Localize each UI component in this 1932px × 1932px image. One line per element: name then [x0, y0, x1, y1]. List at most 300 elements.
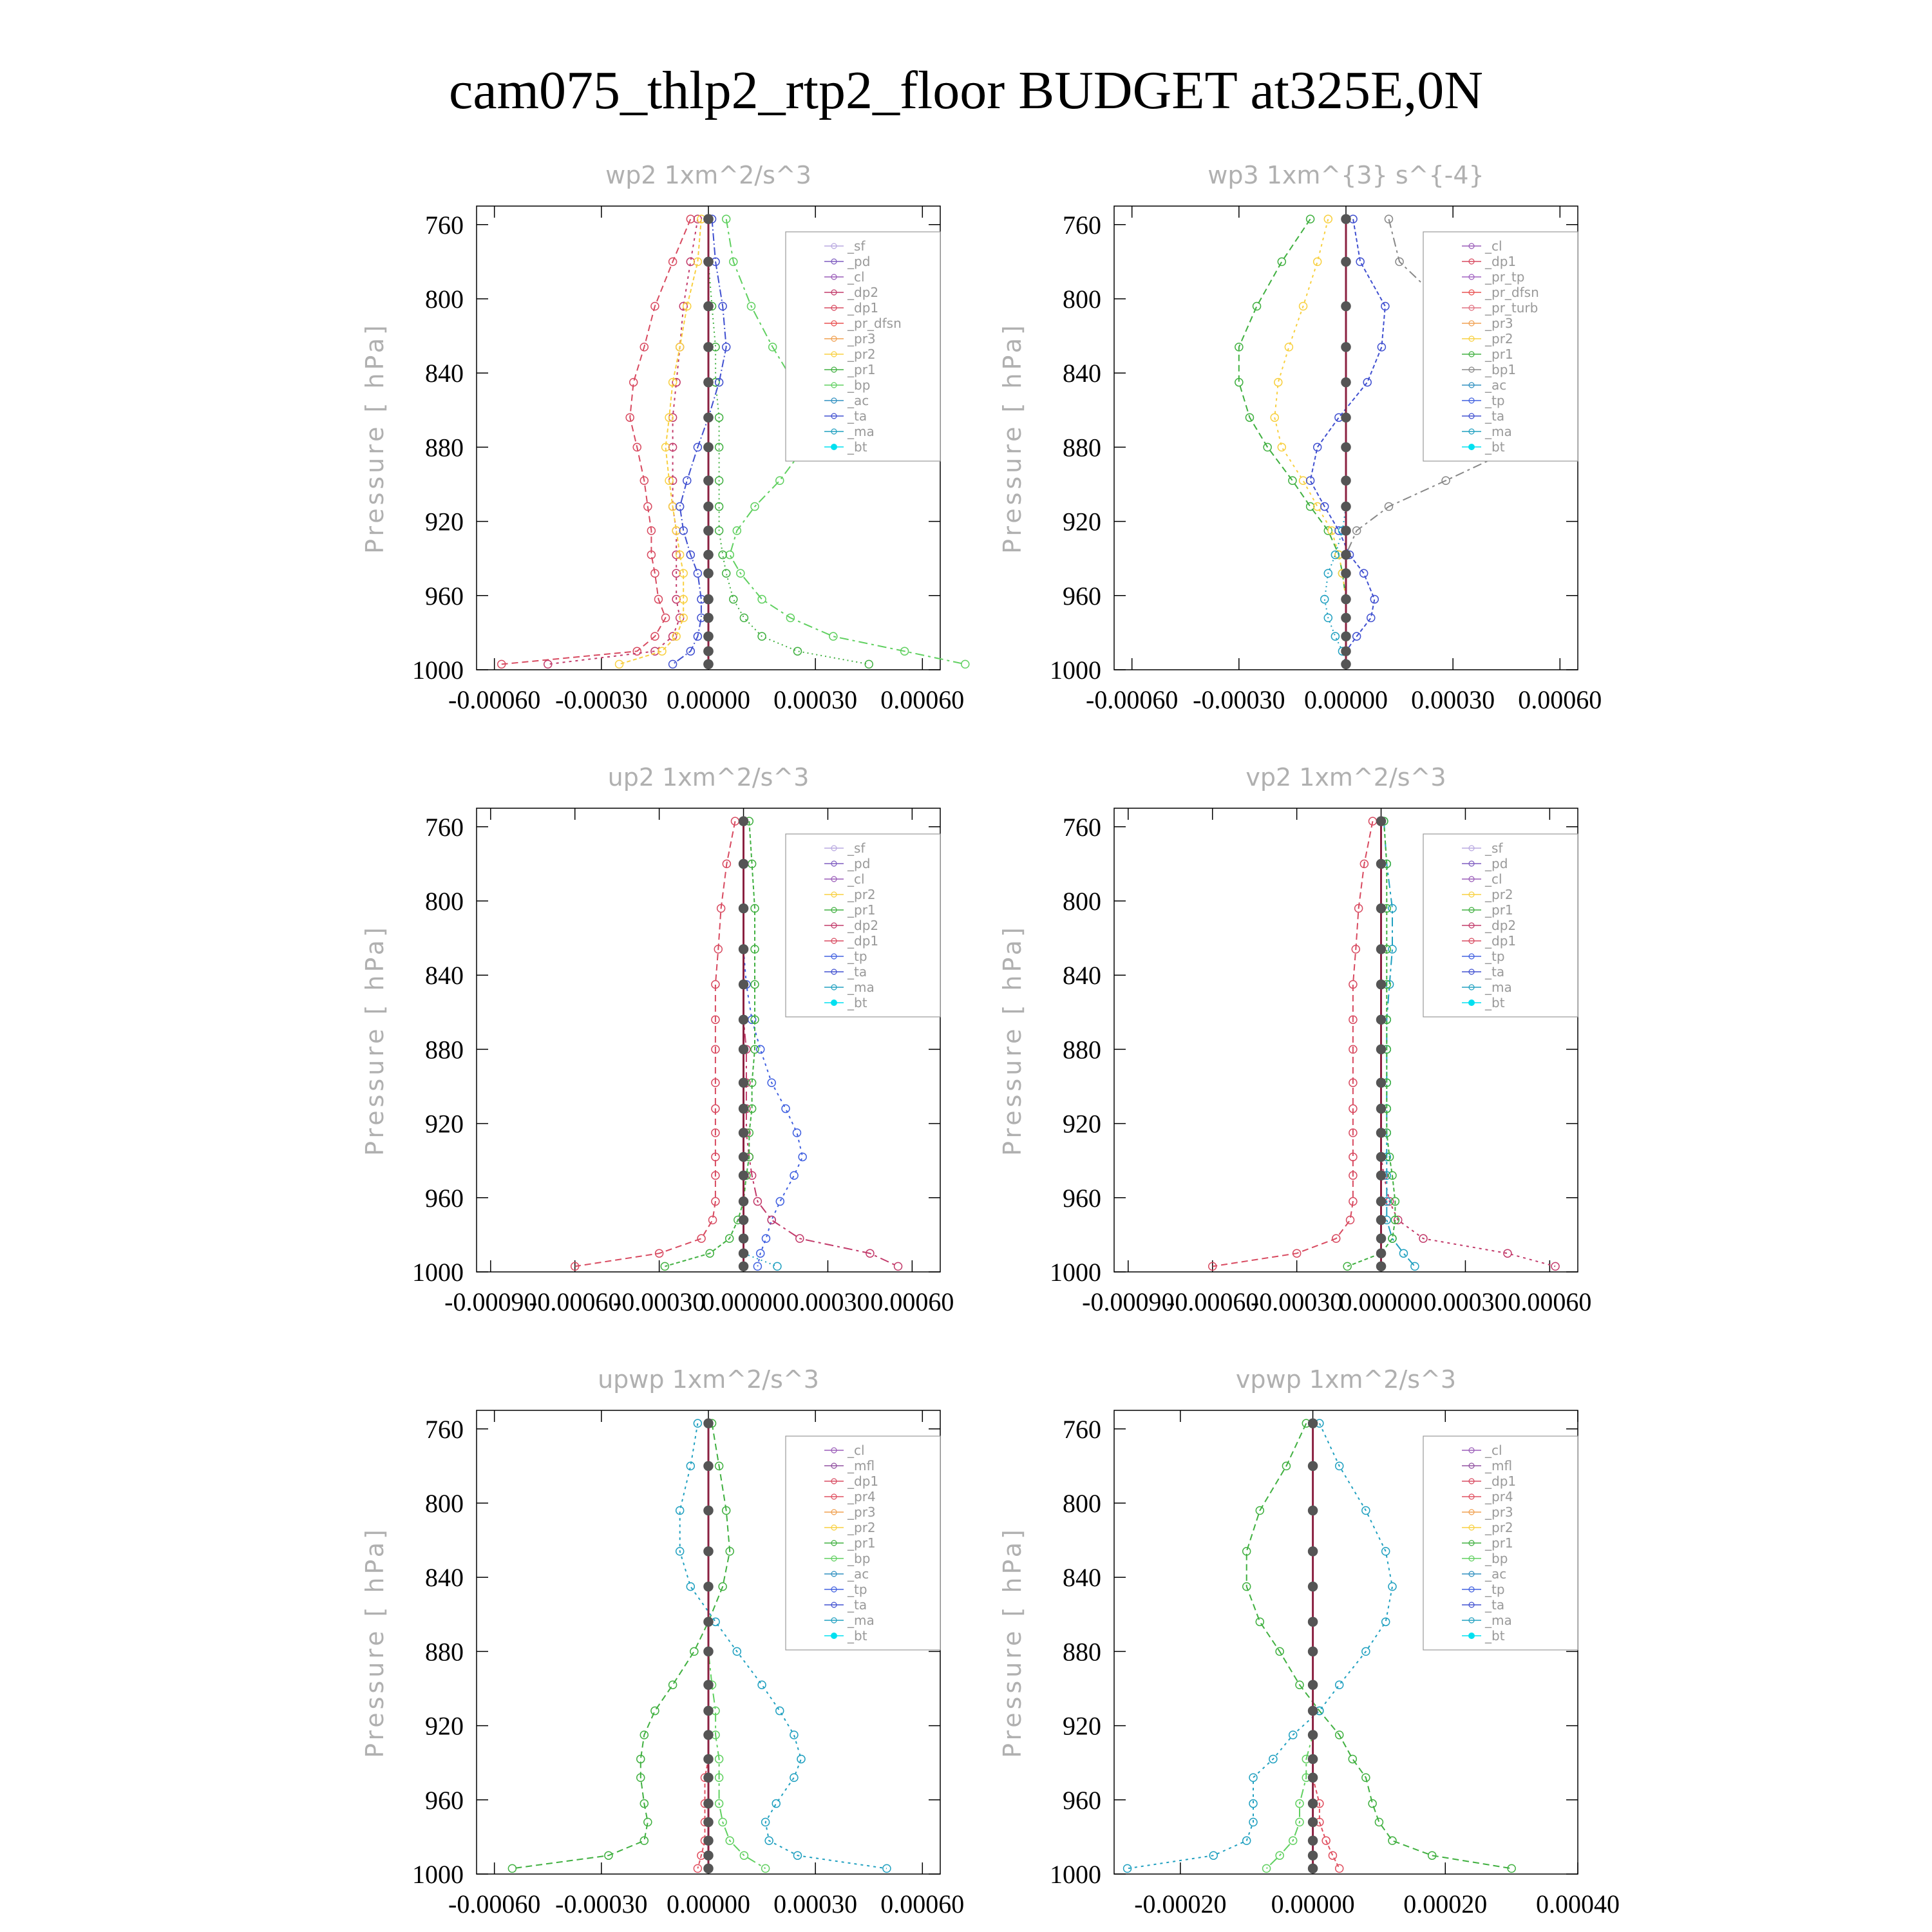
- x-tick-label: -0.00030: [1250, 1287, 1343, 1316]
- data-point: [704, 1754, 713, 1763]
- x-tick-label: 0.00000: [1271, 1889, 1355, 1918]
- y-tick-label: 920: [425, 507, 464, 536]
- data-point: [739, 1249, 748, 1258]
- panel-title: up2 1xm^2/s^3: [607, 763, 810, 791]
- data-point: [1336, 1864, 1343, 1872]
- data-point: [1309, 1836, 1318, 1845]
- data-point: [1411, 1262, 1419, 1270]
- legend-entry: _cl: [848, 871, 865, 887]
- data-point: [961, 660, 969, 668]
- x-tick-label: -0.00030: [612, 1287, 706, 1316]
- chart-panel-5: [361, 1365, 964, 1918]
- y-tick-label: 880: [1063, 1637, 1101, 1667]
- y-tick-label: 960: [1063, 1183, 1101, 1213]
- legend-entry: _ac: [1485, 377, 1507, 393]
- y-tick-label: 760: [425, 1414, 464, 1444]
- data-point: [773, 1262, 781, 1270]
- data-point: [1388, 1837, 1396, 1844]
- x-tick-label: 0.00000: [667, 1889, 750, 1918]
- data-point: [739, 980, 748, 989]
- legend-marker: [831, 999, 837, 1006]
- data-point: [704, 1680, 713, 1689]
- y-tick-label: 920: [425, 1109, 464, 1139]
- legend-entry: _dp2: [848, 918, 879, 933]
- data-point: [1377, 1045, 1386, 1054]
- data-point: [704, 1617, 713, 1626]
- data-point: [616, 660, 623, 668]
- series-line-pr2: [1274, 219, 1346, 664]
- data-point: [704, 476, 713, 485]
- data-point: [1309, 1582, 1318, 1591]
- legend-entry: _dp1: [848, 300, 879, 316]
- legend-entry: _ta: [1485, 408, 1505, 424]
- data-point: [739, 1015, 748, 1024]
- panel-title: wp2 1xm^2/s^3: [605, 161, 811, 189]
- data-point: [1309, 1461, 1318, 1470]
- data-point: [1309, 1817, 1318, 1826]
- legend-entry: _tp: [1485, 393, 1505, 408]
- data-point: [1309, 1506, 1318, 1515]
- data-point: [1341, 632, 1350, 641]
- data-point: [704, 1773, 713, 1782]
- x-tick-label: 0.00000: [1339, 1287, 1423, 1316]
- x-tick-label: 0.00030: [1423, 1287, 1508, 1316]
- y-tick-label: 920: [425, 1711, 464, 1741]
- data-point: [772, 1800, 780, 1808]
- y-tick-label: 760: [1063, 812, 1101, 842]
- data-point: [1314, 503, 1321, 511]
- legend-entry: _pr1: [1485, 902, 1513, 918]
- x-tick-label: 0.00060: [1518, 685, 1602, 714]
- data-point: [1341, 526, 1350, 535]
- data-point: [1377, 859, 1386, 868]
- legend-entry: _pr3: [848, 1504, 876, 1520]
- legend-entry: _sf: [848, 840, 866, 856]
- data-point: [1309, 1730, 1318, 1739]
- data-point: [1341, 659, 1350, 668]
- data-point: [1309, 1680, 1318, 1689]
- data-point: [739, 817, 748, 826]
- data-point: [1377, 1128, 1386, 1137]
- data-point: [704, 214, 713, 223]
- legend-entry: _sf: [1485, 840, 1503, 856]
- data-point: [704, 613, 713, 622]
- x-tick-label: 0.00060: [880, 685, 965, 714]
- data-point: [1377, 1262, 1386, 1271]
- data-point: [776, 1707, 784, 1715]
- y-tick-label: 840: [1063, 1563, 1101, 1593]
- x-tick-label: -0.00090: [1082, 1287, 1175, 1316]
- data-point: [704, 569, 713, 578]
- data-point: [704, 550, 713, 559]
- series-line-ma: [1384, 821, 1415, 1266]
- data-point: [1363, 379, 1371, 386]
- y-tick-label: 800: [425, 1489, 464, 1518]
- y-tick-label: 800: [1063, 887, 1101, 916]
- x-tick-label: 0.00040: [1536, 1889, 1620, 1918]
- data-point: [739, 1215, 748, 1224]
- series-line-bp: [708, 1423, 766, 1868]
- y-tick-label: 840: [425, 359, 464, 388]
- data-point: [704, 378, 713, 387]
- data-point: [1274, 379, 1282, 386]
- x-tick-label: 0.00030: [1411, 685, 1495, 714]
- data-point: [1377, 1249, 1386, 1258]
- legend-entry: _mfl: [1485, 1458, 1513, 1473]
- legend-entry: _pr1: [848, 902, 876, 918]
- data-point: [1300, 477, 1307, 484]
- data-point: [704, 1582, 713, 1591]
- y-tick-label: 800: [425, 285, 464, 314]
- data-point: [1289, 477, 1296, 484]
- data-point: [704, 1547, 713, 1556]
- legend-entry: _pr1: [1485, 346, 1513, 362]
- y-tick-label: 920: [1063, 1109, 1101, 1139]
- data-point: [1341, 613, 1350, 622]
- x-tick-label: 0.00030: [786, 1287, 870, 1316]
- data-point: [782, 1105, 790, 1113]
- y-tick-label: 920: [1063, 1711, 1101, 1741]
- data-point: [1329, 1852, 1336, 1859]
- series-line-pr1: [1239, 219, 1346, 664]
- legend-entry: _dp1: [1485, 254, 1517, 269]
- data-point: [790, 1171, 798, 1179]
- x-tick-label: -0.00060: [529, 1287, 621, 1316]
- legend-entry: _ac: [848, 393, 869, 408]
- legend-entry: _tp: [848, 1582, 867, 1597]
- data-point: [1368, 1800, 1376, 1808]
- legend-entry: _ac: [848, 1566, 869, 1582]
- legend-entry: _pr_dfsn: [848, 316, 902, 331]
- data-point: [739, 1078, 748, 1087]
- chart-panel-6: [998, 1365, 1620, 1918]
- legend-entry: _ma: [1485, 1613, 1512, 1628]
- data-point: [1377, 1171, 1386, 1180]
- data-point: [697, 1235, 705, 1242]
- legend-entry: _cl: [848, 269, 865, 285]
- data-point: [1331, 632, 1339, 640]
- legend-entry: _pd: [848, 856, 871, 871]
- legend-entry: _cl: [1485, 1443, 1502, 1458]
- legend-entry: _sf: [848, 238, 866, 254]
- data-point: [739, 1262, 748, 1271]
- legend-marker: [1468, 999, 1475, 1006]
- data-point: [1309, 1547, 1318, 1556]
- legend-entry: _tp: [1485, 1582, 1505, 1597]
- x-tick-label: -0.00090: [444, 1287, 537, 1316]
- legend-marker: [1468, 444, 1475, 450]
- x-tick-label: -0.00030: [555, 685, 648, 714]
- data-point: [1336, 1681, 1343, 1689]
- panel-title: vp2 1xm^2/s^3: [1245, 763, 1446, 791]
- series-line-ta: [673, 219, 726, 664]
- data-point: [1278, 258, 1285, 265]
- y-tick-label: 920: [1063, 507, 1101, 536]
- data-point: [739, 1234, 748, 1243]
- y-tick-label: 1000: [1050, 656, 1101, 685]
- data-point: [1385, 215, 1392, 223]
- series-line-pr1: [512, 1423, 730, 1868]
- series-line-dp1: [1213, 821, 1373, 1266]
- data-point: [1309, 1799, 1318, 1808]
- legend-entry: _bp: [848, 1551, 871, 1566]
- data-point: [1349, 1755, 1356, 1763]
- data-point: [704, 595, 713, 604]
- series-line-pr2: [620, 219, 701, 664]
- data-point: [1377, 945, 1386, 954]
- legend-entry: _ta: [848, 964, 867, 980]
- legend-entry: _ta: [1485, 1597, 1505, 1613]
- legend-entry: _bp: [848, 377, 871, 393]
- data-point: [1341, 302, 1350, 311]
- data-point: [790, 1774, 798, 1781]
- legend-entry: _ma: [848, 980, 875, 995]
- y-tick-label: 880: [425, 433, 464, 462]
- legend-entry: _pr_dfsn: [1485, 285, 1539, 300]
- legend-entry: _ta: [848, 408, 867, 424]
- data-point: [1285, 343, 1293, 351]
- data-point: [1377, 1152, 1386, 1161]
- legend-entry: _bt: [848, 1628, 867, 1643]
- data-point: [704, 1419, 713, 1428]
- y-tick-label: 840: [425, 1563, 464, 1593]
- data-point: [776, 477, 784, 484]
- panel-title: vpwp 1xm^2/s^3: [1235, 1365, 1457, 1394]
- data-point: [739, 945, 748, 954]
- data-point: [1256, 1618, 1264, 1625]
- x-tick-label: 0.00020: [1403, 1889, 1488, 1918]
- data-point: [790, 1731, 798, 1739]
- y-tick-label: 880: [1063, 433, 1101, 462]
- data-point: [1399, 1249, 1407, 1257]
- data-point: [1324, 215, 1332, 223]
- y-axis-label: Pressure [ hPa]: [998, 1526, 1027, 1758]
- legend-entry: _pr4: [1485, 1489, 1513, 1504]
- x-tick-label: 0.00030: [773, 1889, 858, 1918]
- y-axis-label: Pressure [ hPa]: [361, 1526, 389, 1758]
- y-axis-label: Pressure [ hPa]: [998, 924, 1027, 1156]
- data-point: [758, 596, 766, 603]
- data-point: [704, 1851, 713, 1860]
- data-point: [704, 413, 713, 422]
- data-point: [1253, 303, 1261, 310]
- data-point: [1341, 257, 1350, 266]
- legend-entry: _pr4: [848, 1489, 876, 1504]
- legend-entry: _cl: [848, 1443, 865, 1458]
- legend-entry: _dp2: [848, 285, 879, 300]
- legend-entry: _pr1: [1485, 1535, 1513, 1551]
- y-tick-label: 760: [1063, 1414, 1101, 1444]
- data-point: [739, 1128, 748, 1137]
- data-point: [704, 1707, 713, 1716]
- y-axis-label: Pressure [ hPa]: [361, 322, 389, 554]
- x-tick-label: -0.00060: [1166, 1287, 1259, 1316]
- y-tick-label: 1000: [412, 1860, 464, 1889]
- legend-entry: _mfl: [848, 1458, 875, 1473]
- data-point: [762, 1235, 770, 1242]
- chart-panel-2: [998, 161, 1602, 714]
- legend-entry: _pr2: [848, 346, 876, 362]
- legend-entry: _cl: [1485, 238, 1502, 254]
- data-point: [690, 1647, 698, 1655]
- data-point: [1377, 817, 1386, 826]
- data-point: [1307, 215, 1314, 223]
- legend-entry: _dp1: [848, 933, 879, 949]
- data-point: [1341, 343, 1350, 352]
- data-point: [1377, 980, 1386, 989]
- legend-entry: _bp1: [1485, 362, 1517, 377]
- data-point: [739, 1104, 748, 1113]
- data-point: [1377, 904, 1386, 913]
- y-tick-label: 840: [1063, 961, 1101, 990]
- data-point: [704, 1461, 713, 1470]
- data-point: [669, 660, 677, 668]
- y-tick-label: 760: [1063, 210, 1101, 240]
- data-point: [1314, 258, 1321, 265]
- legend-entry: _bt: [848, 439, 867, 455]
- legend-entry: _pr3: [1485, 316, 1513, 331]
- data-point: [1341, 413, 1350, 422]
- data-point: [1307, 503, 1314, 511]
- data-point: [1377, 1015, 1386, 1024]
- legend-entry: _ac: [1485, 1566, 1507, 1582]
- data-point: [661, 1262, 668, 1270]
- data-point: [1341, 502, 1350, 511]
- y-tick-label: 1000: [1050, 1860, 1101, 1889]
- legend-entry: _pd: [1485, 856, 1508, 871]
- data-point: [704, 647, 713, 656]
- data-point: [1309, 1419, 1318, 1428]
- legend-entry: _pr3: [848, 331, 876, 346]
- figure-title: cam075_thlp2_rtp2_floor BUDGET at325E,0N: [449, 61, 1483, 120]
- y-tick-label: 800: [1063, 1489, 1101, 1518]
- y-tick-label: 800: [425, 887, 464, 916]
- data-point: [704, 442, 713, 451]
- data-point: [758, 1681, 766, 1689]
- data-point: [730, 596, 737, 603]
- data-point: [683, 477, 691, 484]
- data-point: [694, 1419, 701, 1427]
- data-point: [704, 1817, 713, 1826]
- legend-entry: _bt: [1485, 439, 1505, 455]
- data-point: [883, 1864, 891, 1872]
- data-point: [687, 215, 694, 223]
- data-point: [895, 1262, 902, 1270]
- series-line-ma: [744, 821, 777, 1266]
- y-tick-label: 760: [425, 812, 464, 842]
- legend-entry: _ma: [1485, 424, 1512, 439]
- y-tick-label: 1000: [412, 656, 464, 685]
- legend-entry: _pr2: [1485, 887, 1513, 902]
- y-tick-label: 960: [425, 581, 464, 611]
- data-point: [1341, 647, 1350, 656]
- data-point: [669, 1681, 677, 1689]
- chart-panel-1: [361, 161, 969, 714]
- data-point: [1377, 1197, 1386, 1206]
- legend-entry: _tp: [1485, 949, 1505, 964]
- y-tick-label: 800: [1063, 285, 1101, 314]
- legend-entry: _pr1: [848, 1535, 876, 1551]
- legend-entry: _dp1: [1485, 1473, 1517, 1489]
- x-tick-label: -0.00060: [448, 685, 541, 714]
- data-point: [658, 647, 666, 655]
- y-axis-label: Pressure [ hPa]: [361, 924, 389, 1156]
- panel-title: wp3 1xm^{3} s^{-4}: [1208, 161, 1484, 189]
- x-tick-label: 0.00000: [1304, 685, 1388, 714]
- legend-entry: _pr2: [1485, 331, 1513, 346]
- data-point: [726, 551, 734, 558]
- data-point: [797, 1755, 805, 1763]
- data-point: [739, 1197, 748, 1206]
- data-point: [704, 1647, 713, 1656]
- legend-entry: _bt: [848, 995, 867, 1010]
- x-tick-label: -0.00030: [1193, 685, 1285, 714]
- data-point: [739, 904, 748, 913]
- y-tick-label: 960: [425, 1183, 464, 1213]
- series-line-dp1: [575, 821, 735, 1266]
- series-line-dp2: [548, 219, 698, 664]
- data-point: [704, 1864, 713, 1873]
- data-point: [704, 632, 713, 641]
- data-point: [704, 1506, 713, 1515]
- y-tick-label: 760: [425, 210, 464, 240]
- x-tick-label: 0.00060: [1508, 1287, 1592, 1316]
- data-point: [1377, 1104, 1386, 1113]
- y-tick-label: 880: [1063, 1035, 1101, 1065]
- legend-entry: _pr1: [848, 362, 876, 377]
- data-point: [1377, 1234, 1386, 1243]
- legend-entry: _pr2: [1485, 1520, 1513, 1535]
- data-point: [776, 1198, 784, 1206]
- data-point: [793, 647, 801, 655]
- series-line-pr1: [1347, 821, 1395, 1266]
- y-tick-label: 880: [425, 1637, 464, 1667]
- data-point: [1309, 1647, 1318, 1656]
- data-point: [865, 660, 873, 668]
- data-point: [704, 302, 713, 311]
- legend-entry: _dp1: [1485, 933, 1517, 949]
- x-tick-label: 0.00000: [701, 1287, 786, 1316]
- data-point: [651, 1707, 659, 1715]
- legend-entry: _pr_tp: [1485, 269, 1525, 285]
- legend-marker: [831, 444, 837, 450]
- legend-entry: _cl: [1485, 871, 1502, 887]
- legend-entry: _ma: [848, 424, 875, 439]
- data-point: [704, 343, 713, 352]
- data-point: [704, 659, 713, 668]
- legend-entry: _pr_turb: [1485, 300, 1539, 316]
- data-point: [1341, 569, 1350, 578]
- data-point: [1377, 1078, 1386, 1087]
- data-point: [704, 502, 713, 511]
- y-tick-label: 960: [1063, 581, 1101, 611]
- data-point: [704, 257, 713, 266]
- data-point: [1341, 550, 1350, 559]
- y-tick-label: 960: [1063, 1785, 1101, 1815]
- x-tick-label: -0.00060: [1086, 685, 1179, 714]
- data-point: [704, 1836, 713, 1845]
- data-point: [1375, 1818, 1383, 1826]
- x-tick-label: -0.00020: [1134, 1889, 1227, 1918]
- data-point: [704, 1730, 713, 1739]
- panel-title: upwp 1xm^2/s^3: [598, 1365, 819, 1394]
- data-point: [1249, 1774, 1257, 1781]
- data-point: [704, 1799, 713, 1808]
- data-point: [687, 1583, 694, 1591]
- series-line-bp: [1267, 1423, 1313, 1868]
- data-point: [739, 859, 748, 868]
- data-point: [1377, 1215, 1386, 1224]
